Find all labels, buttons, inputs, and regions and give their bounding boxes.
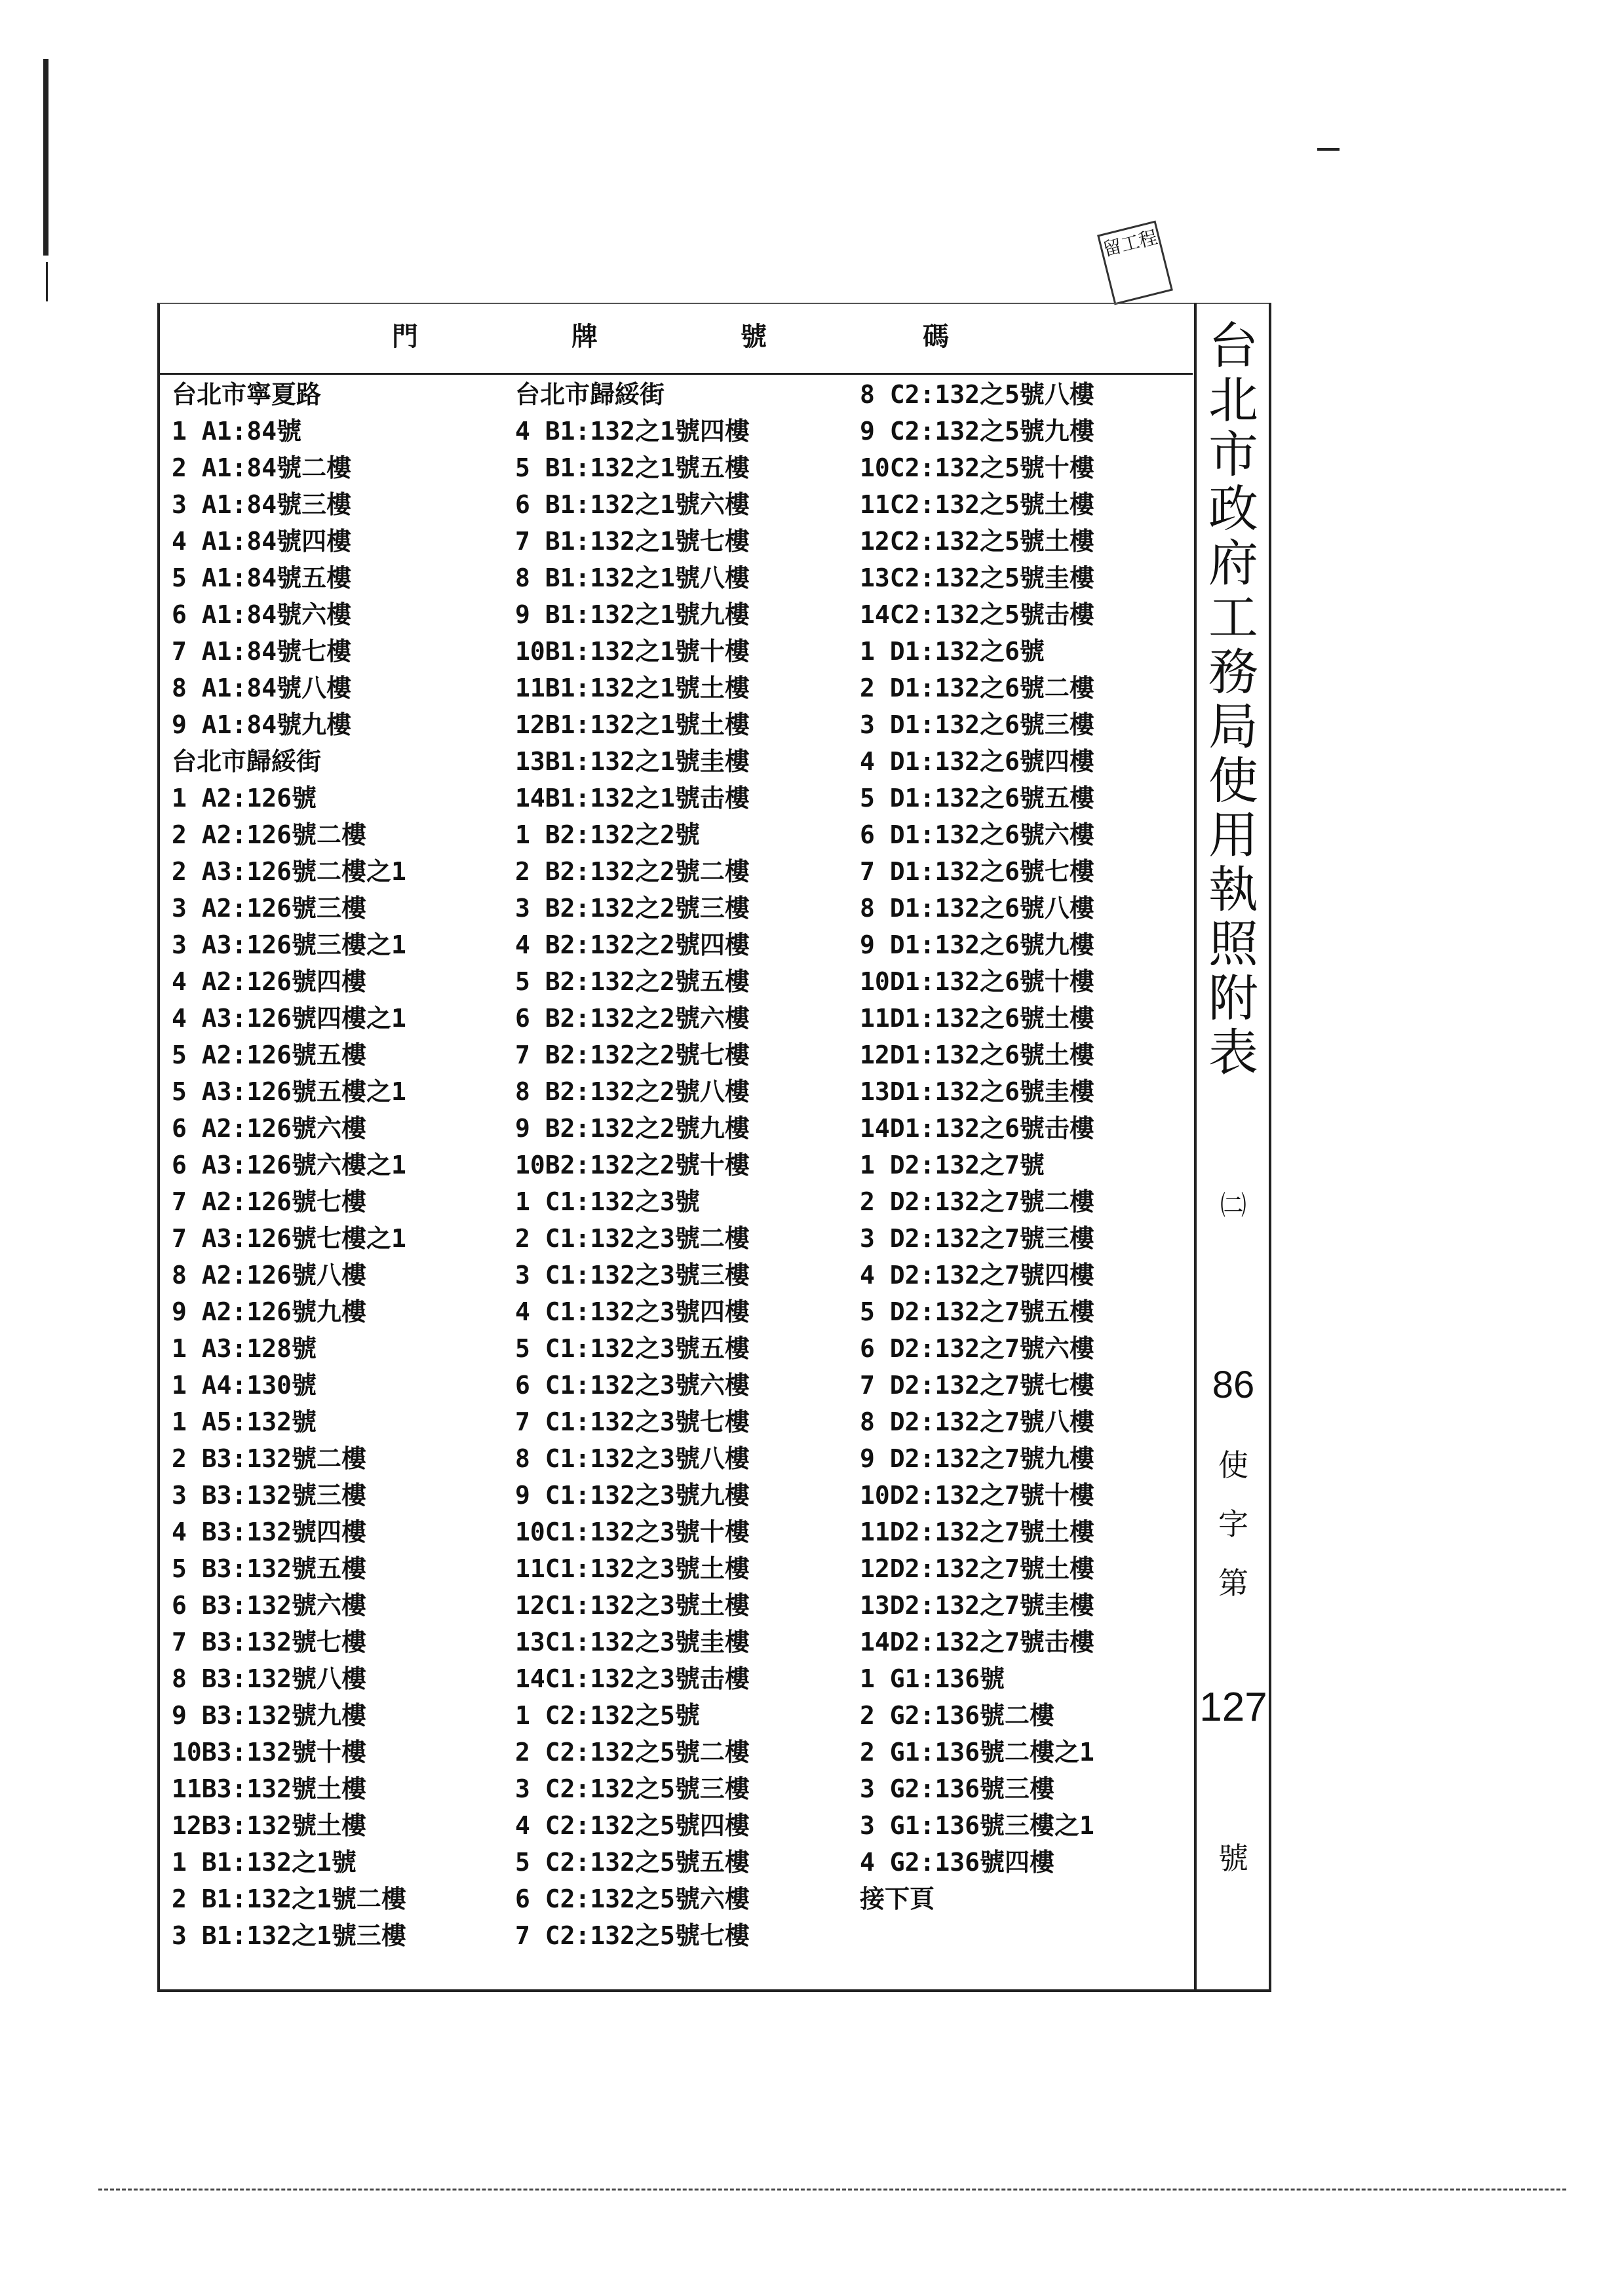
address-entry: 2 A3:126號二樓之1 <box>172 857 406 886</box>
address-entry: 1 D2:132之7號 <box>860 1151 1045 1179</box>
address-entry: 8 C1:132之3號八樓 <box>515 1444 750 1473</box>
address-entry: 2 B1:132之1號二樓 <box>172 1885 406 1913</box>
address-entry: 8 A1:84號八樓 <box>172 674 352 702</box>
address-entry: 5 D2:132之7號五樓 <box>860 1297 1094 1326</box>
address-entry: 13B1:132之1號圭樓 <box>515 747 750 776</box>
address-column-1 <box>172 376 406 1954</box>
address-column-2 <box>515 376 750 1954</box>
address-entry: 7 B3:132號七樓 <box>172 1628 367 1656</box>
address-entry: 13D1:132之6號圭樓 <box>860 1077 1094 1106</box>
address-entry: 10C2:132之5號十樓 <box>860 453 1094 482</box>
header-char-4: 碼 <box>923 321 949 352</box>
address-entry: 3 B3:132號三樓 <box>172 1481 367 1510</box>
address-entry: 2 D1:132之6號二樓 <box>860 674 1094 702</box>
address-entry: 13C1:132之3號圭樓 <box>515 1628 750 1656</box>
address-entry: 11B3:132號土樓 <box>172 1774 367 1803</box>
header-char-3: 號 <box>741 321 767 352</box>
address-entry: 2 D2:132之7號二樓 <box>860 1187 1094 1216</box>
header-char-2: 牌 <box>571 321 598 352</box>
address-entry: 12B3:132號土樓 <box>172 1811 367 1840</box>
address-entry: 3 B2:132之2號三樓 <box>515 894 750 923</box>
address-entry: 5 B2:132之2號五樓 <box>515 967 750 996</box>
address-entry: 5 B3:132號五樓 <box>172 1554 367 1583</box>
address-entry: 9 C2:132之5號九樓 <box>860 417 1094 446</box>
address-entry: 8 D1:132之6號八樓 <box>860 894 1094 923</box>
address-entry: 12D2:132之7號土樓 <box>860 1554 1094 1583</box>
address-entry: 1 B1:132之1號 <box>172 1848 357 1877</box>
address-entry: 1 A1:84號 <box>172 417 302 446</box>
side-title-char: 政 <box>1208 480 1258 538</box>
address-entry: 5 D1:132之6號五樓 <box>860 784 1094 813</box>
license-suffix: 號 <box>1218 1841 1248 1876</box>
address-entry: 7 B2:132之2號七樓 <box>515 1041 750 1069</box>
table-divider <box>1194 303 1197 1992</box>
address-entry: 14C2:132之5號击樓 <box>860 600 1094 629</box>
engineering-stamp: 留工程 <box>1097 221 1173 305</box>
address-entry: 2 A2:126號二樓 <box>172 820 367 849</box>
address-entry: 7 B1:132之1號七樓 <box>515 527 750 556</box>
address-entry: 3 C1:132之3號三樓 <box>515 1261 750 1290</box>
address-entry: 7 A3:126號七樓之1 <box>172 1224 406 1253</box>
address-entry: 4 B1:132之1號四樓 <box>515 417 750 446</box>
address-entry: 3 D1:132之6號三樓 <box>860 710 1094 739</box>
address-entry: 10B1:132之1號十樓 <box>515 637 750 666</box>
address-entry: 6 A1:84號六樓 <box>172 600 352 629</box>
address-entry: 4 A1:84號四樓 <box>172 527 352 556</box>
address-entry: 4 D1:132之6號四樓 <box>860 747 1094 776</box>
side-title-char: 台 <box>1208 316 1258 375</box>
side-title-char: 市 <box>1208 425 1258 484</box>
address-entry: 6 C2:132之5號六樓 <box>515 1885 750 1913</box>
address-entry: 8 A2:126號八樓 <box>172 1261 367 1290</box>
address-entry: 14C1:132之3號击樓 <box>515 1664 750 1693</box>
address-entry: 接下頁 <box>860 1885 935 1913</box>
table-header <box>160 304 1193 375</box>
address-entry: 5 C2:132之5號五樓 <box>515 1848 750 1877</box>
address-entry: 12B1:132之1號土樓 <box>515 710 750 739</box>
side-title-char: 局 <box>1208 697 1258 756</box>
side-title <box>1199 318 1267 1080</box>
address-entry: 6 A3:126號六樓之1 <box>172 1151 406 1179</box>
address-entry: 1 C1:132之3號 <box>515 1187 700 1216</box>
side-title-char: 工 <box>1208 588 1258 647</box>
address-entry: 2 G1:136號二樓之1 <box>860 1738 1094 1767</box>
address-entry: 13D2:132之7號圭樓 <box>860 1591 1094 1620</box>
address-entry: 1 A5:132號 <box>172 1407 317 1436</box>
side-title-char: 使 <box>1208 752 1258 810</box>
address-entry: 6 B2:132之2號六樓 <box>515 1004 750 1033</box>
address-entry: 9 A2:126號九樓 <box>172 1297 367 1326</box>
address-entry: 7 C1:132之3號七樓 <box>515 1407 750 1436</box>
side-title-char: 用 <box>1208 806 1258 864</box>
address-entry: 3 D2:132之7號三樓 <box>860 1224 1094 1253</box>
address-entry: 2 C1:132之3號二樓 <box>515 1224 750 1253</box>
address-entry: 9 B3:132號九樓 <box>172 1701 367 1730</box>
address-entry: 4 D2:132之7號四樓 <box>860 1261 1094 1290</box>
address-entry: 8 B3:132號八樓 <box>172 1664 367 1693</box>
table-outer-border <box>1269 303 1271 1992</box>
address-entry: 2 B2:132之2號二樓 <box>515 857 750 886</box>
address-entry: 3 G2:136號三樓 <box>860 1774 1055 1803</box>
address-entry: 6 A2:126號六樓 <box>172 1114 367 1143</box>
address-entry: 12D1:132之6號土樓 <box>860 1041 1094 1069</box>
address-entry: 2 B3:132號二樓 <box>172 1444 367 1473</box>
address-entry: 6 B1:132之1號六樓 <box>515 490 750 519</box>
address-entry: 4 G2:136號四樓 <box>860 1848 1055 1877</box>
address-entry: 1 A2:126號 <box>172 784 317 813</box>
address-entry: 4 C2:132之5號四樓 <box>515 1811 750 1840</box>
address-entry: 6 B3:132號六樓 <box>172 1591 367 1620</box>
address-entry: 11D2:132之7號土樓 <box>860 1518 1094 1546</box>
address-entry: 6 D2:132之7號六樓 <box>860 1334 1094 1363</box>
address-entry: 7 C2:132之5號七樓 <box>515 1921 750 1950</box>
address-entry: 5 A1:84號五樓 <box>172 564 352 592</box>
address-entry: 8 B1:132之1號八樓 <box>515 564 750 592</box>
address-entry: 9 B1:132之1號九樓 <box>515 600 750 629</box>
address-entry: 台北市寧夏路 <box>172 380 322 409</box>
address-entry: 8 B2:132之2號八樓 <box>515 1077 750 1106</box>
address-entry: 7 A2:126號七樓 <box>172 1187 367 1216</box>
address-entry: 4 A2:126號四樓 <box>172 967 367 996</box>
license-label-char-2: 字 <box>1218 1506 1248 1542</box>
address-entry: 10B2:132之2號十樓 <box>515 1151 750 1179</box>
address-entry: 4 B3:132號四樓 <box>172 1518 367 1546</box>
address-entry: 5 C1:132之3號五樓 <box>515 1334 750 1363</box>
side-title-char: 執 <box>1208 860 1258 919</box>
side-title-char: 北 <box>1208 371 1258 429</box>
volume-mark: ㈡ <box>1220 1191 1246 1221</box>
side-title-char: 府 <box>1208 534 1258 592</box>
address-entry: 9 C1:132之3號九樓 <box>515 1481 750 1510</box>
address-entry: 4 A3:126號四樓之1 <box>172 1004 406 1033</box>
address-entry: 3 A1:84號三樓 <box>172 490 352 519</box>
license-number: 127 <box>1199 1685 1267 1730</box>
side-title-char: 照 <box>1208 915 1258 973</box>
address-entry: 1 C2:132之5號 <box>515 1701 700 1730</box>
address-entry: 台北市歸綏街 <box>172 747 322 776</box>
address-entry: 8 D2:132之7號八樓 <box>860 1407 1094 1436</box>
license-label-char-3: 第 <box>1218 1565 1248 1601</box>
address-entry: 1 D1:132之6號 <box>860 637 1045 666</box>
address-entry: 9 D1:132之6號九樓 <box>860 930 1094 959</box>
side-title-char: 附 <box>1208 969 1258 1027</box>
address-entry: 8 C2:132之5號八樓 <box>860 380 1094 409</box>
address-entry: 11C2:132之5號土樓 <box>860 490 1094 519</box>
address-entry: 3 C2:132之5號三樓 <box>515 1774 750 1803</box>
address-entry: 10B3:132號十樓 <box>172 1738 367 1767</box>
address-entry: 1 G1:136號 <box>860 1664 1005 1693</box>
address-entry: 3 G1:136號三樓之1 <box>860 1811 1094 1840</box>
address-entry: 7 A1:84號七樓 <box>172 637 352 666</box>
address-entry: 9 D2:132之7號九樓 <box>860 1444 1094 1473</box>
address-entry: 14D2:132之7號击樓 <box>860 1628 1094 1656</box>
address-entry: 台北市歸綏街 <box>515 380 665 409</box>
license-label-char-1: 使 <box>1218 1447 1248 1483</box>
address-entry: 3 A2:126號三樓 <box>172 894 367 923</box>
side-title-char: 表 <box>1208 1024 1258 1082</box>
address-entry: 7 D1:132之6號七樓 <box>860 857 1094 886</box>
scan-edge-mark <box>46 262 48 301</box>
scan-edge-mark <box>43 59 48 256</box>
scan-bottom-line <box>98 2189 1566 2191</box>
address-entry: 2 C2:132之5號二樓 <box>515 1738 750 1767</box>
address-entry: 6 D1:132之6號六樓 <box>860 820 1094 849</box>
address-entry: 12C2:132之5號土樓 <box>860 527 1094 556</box>
address-entry: 5 A2:126號五樓 <box>172 1041 367 1069</box>
address-entry: 4 C1:132之3號四樓 <box>515 1297 750 1326</box>
address-entry: 14D1:132之6號击樓 <box>860 1114 1094 1143</box>
address-entry: 10D2:132之7號十樓 <box>860 1481 1094 1510</box>
address-entry: 1 A4:130號 <box>172 1371 317 1400</box>
address-entry: 7 D2:132之7號七樓 <box>860 1371 1094 1400</box>
scan-corner-mark <box>1317 148 1340 151</box>
address-entry: 10D1:132之6號十樓 <box>860 967 1094 996</box>
address-entry: 10C1:132之3號十樓 <box>515 1518 750 1546</box>
address-entry: 3 B1:132之1號三樓 <box>172 1921 406 1950</box>
license-year: 86 <box>1212 1364 1255 1406</box>
header-char-1: 門 <box>392 321 418 352</box>
side-title-char: 務 <box>1208 643 1258 701</box>
address-entry: 13C2:132之5號圭樓 <box>860 564 1094 592</box>
address-entry: 5 A3:126號五樓之1 <box>172 1077 406 1106</box>
address-column-3 <box>860 376 1094 1917</box>
address-entry: 1 A3:128號 <box>172 1334 317 1363</box>
address-entry: 5 B1:132之1號五樓 <box>515 453 750 482</box>
address-entry: 3 A3:126號三樓之1 <box>172 930 406 959</box>
address-entry: 4 B2:132之2號四樓 <box>515 930 750 959</box>
address-entry: 1 B2:132之2號 <box>515 820 700 849</box>
address-entry: 2 A1:84號二樓 <box>172 453 352 482</box>
address-entry: 9 B2:132之2號九樓 <box>515 1114 750 1143</box>
address-entry: 11C1:132之3號土樓 <box>515 1554 750 1583</box>
address-entry: 14B1:132之1號击樓 <box>515 784 750 813</box>
address-entry: 9 A1:84號九樓 <box>172 710 352 739</box>
address-entry: 6 C1:132之3號六樓 <box>515 1371 750 1400</box>
address-entry: 11D1:132之6號土樓 <box>860 1004 1094 1033</box>
address-entry: 11B1:132之1號土樓 <box>515 674 750 702</box>
address-entry: 2 G2:136號二樓 <box>860 1701 1055 1730</box>
address-entry: 12C1:132之3號土樓 <box>515 1591 750 1620</box>
